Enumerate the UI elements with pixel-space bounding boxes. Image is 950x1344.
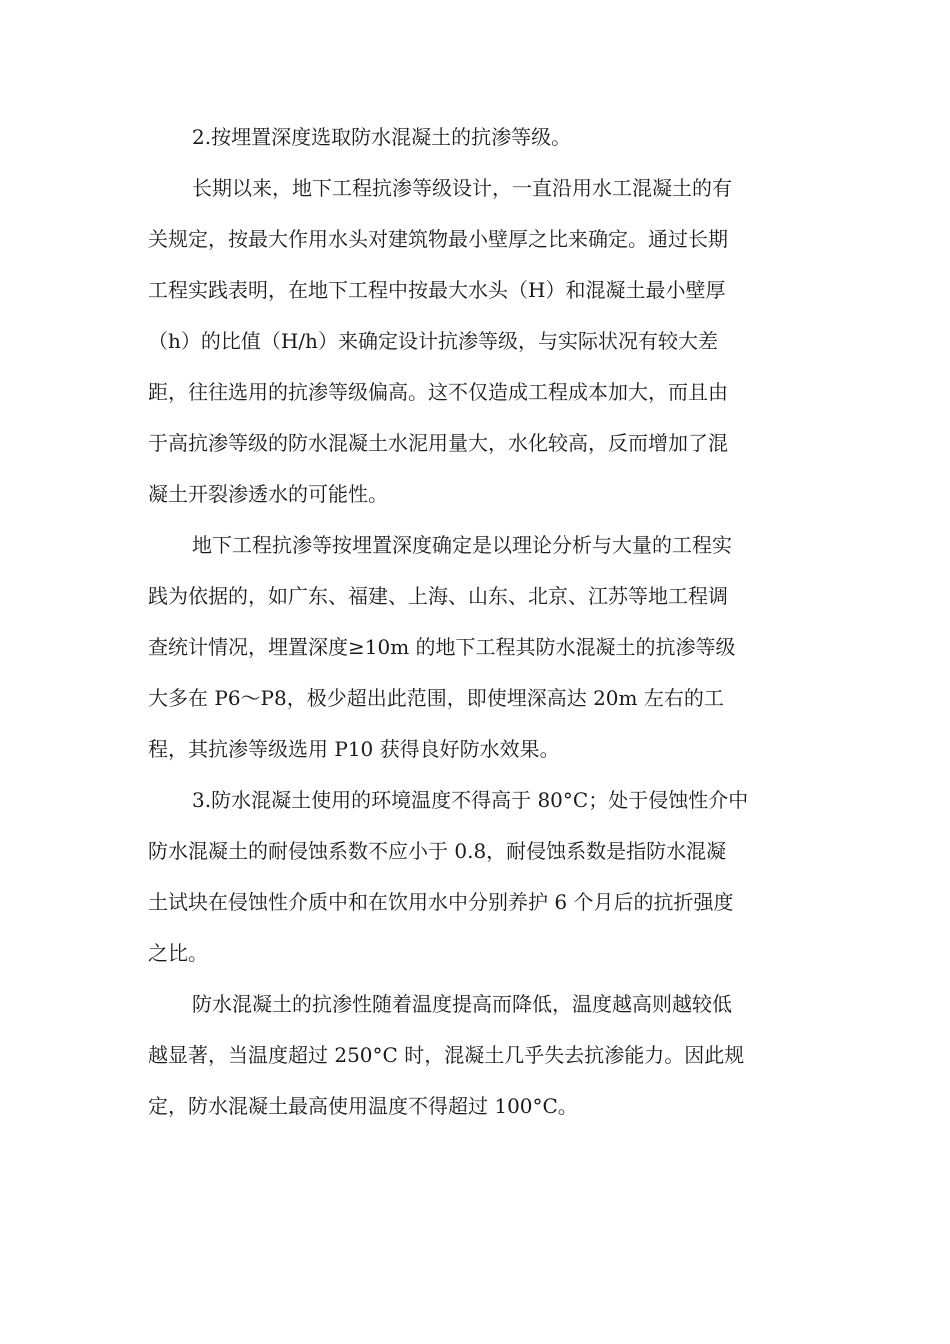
text-line: 越显著，当温度超过 250°C 时，混凝土几乎失去抗渗能力。因此规 — [148, 1043, 745, 1067]
text-line: 地下工程抗渗等按埋置深度确定是以理论分析与大量的工程实 — [192, 533, 732, 557]
text-line: 之比。 — [148, 941, 208, 965]
text-line: 防水混凝土的抗渗性随着温度提高而降低，温度越高则越较低 — [192, 992, 732, 1016]
text-line: 践为依据的，如广东、福建、上海、山东、北京、江苏等地工程调 — [148, 584, 728, 608]
paragraph-depth-basis — [148, 520, 800, 775]
text-line: 防水混凝土的耐侵蚀系数不应小于 0.8，耐侵蚀系数是指防水混凝 — [148, 839, 727, 863]
text-line: （h）的比值（H/h）来确定设计抗渗等级，与实际状况有较大差 — [148, 329, 718, 353]
paragraph-burial-depth-heading — [148, 112, 800, 163]
text-line: 凝土开裂渗透水的可能性。 — [148, 482, 388, 506]
text-line: 程，其抗渗等级选用 P10 获得良好防水效果。 — [148, 737, 560, 761]
text-line: 于高抗渗等级的防水混凝土水泥用量大，水化较高，反而增加了混 — [148, 431, 728, 455]
text-line: 查统计情况，埋置深度≥10m 的地下工程其防水混凝土的抗渗等级 — [148, 635, 736, 659]
text-line: 2.按埋置深度选取防水混凝土的抗渗等级。 — [192, 125, 572, 149]
text-line: 工程实践表明，在地下工程中按最大水头（H）和混凝土最小壁厚 — [148, 278, 726, 302]
text-line: 土试块在侵蚀性介质中和在饮用水中分别养护 6 个月后的抗折强度 — [148, 890, 734, 914]
text-line: 距，往往选用的抗渗等级偏高。这不仅造成工程成本加大，而且由 — [148, 380, 728, 404]
text-line: 3.防水混凝土使用的环境温度不得高于 80°C；处于侵蚀性介中 — [192, 788, 749, 812]
paragraph-long-term-design — [148, 163, 800, 520]
text-line: 定，防水混凝土最高使用温度不得超过 100°C。 — [148, 1094, 578, 1118]
document-body — [148, 112, 800, 1132]
text-line: 大多在 P6～P8，极少超出此范围，即使埋深高达 20m 左右的工 — [148, 686, 724, 710]
paragraph-temperature-effect — [148, 979, 800, 1132]
paragraph-temperature-limit — [148, 775, 800, 979]
text-line: 关规定，按最大作用水头对建筑物最小壁厚之比来确定。通过长期 — [148, 227, 728, 251]
text-line: 长期以来，地下工程抗渗等级设计，一直沿用水工混凝土的有 — [192, 176, 732, 200]
